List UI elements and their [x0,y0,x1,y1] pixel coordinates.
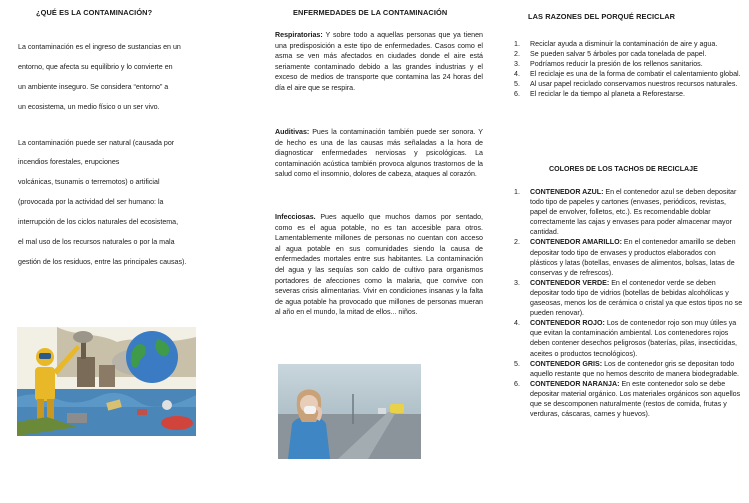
section-title-pollution: ¿QUÉ ES LA CONTAMINACIÓN? [36,8,153,17]
section-title-diseases: ENFERMEDADES DE LA CONTAMINACIÓN [293,8,448,17]
list-item: 2. CONTENEDOR AMARILLO: En el contenedor amarillo se deben depositar todo tipo de envases y productos elaborados con plásticos y latas (botellas, envases de alimentos, bolsas, latas de conservas y de refrescos). [514,238,736,277]
disease-paragraph-auditory [275,127,483,180]
disease-paragraph-infectious [275,212,483,318]
paragraph-line: un ambiente inseguro. Se considera “entorno” a [18,83,169,91]
list-item: 1. CONTENEDOR AZUL: En el contenedor azul se deben depositar todo tipo de papeles y cartones (envases, periódicos, revistas, papel de envolver, folletos, etc.). Es recomendable doblar correctamente las cajas y envases para poder almacenar mayor cantidad. [514,188,737,237]
paragraph-line: volcánicas, tsunamis o terremotos) o artificial [18,178,160,186]
section-subtitle-bins: COLORES DE LOS TACHOS DE RECICLAJE [549,165,698,173]
list-item: 4. El reciclaje es una de la forma de combatir el calentamiento global. [514,70,741,79]
paragraph-line: el mal uso de los recursos naturales o por la mala [18,238,175,246]
disease-term: Respiratorias: [275,31,323,39]
paragraph-line: interrupción de los ciclos naturales del ecosistema, [18,218,179,226]
disease-text: Pues la contaminación también puede ser sonora. Y de hecho es una de las causas más señaladas a la hora de diagnosticar enfermedades nerviosas y psicológicas. La contaminación acústica también provoca algunos trastornos de la salud como el insomnio, dolores de cabeza, ataques al corazón. [275,128,483,179]
list-item: 5. Al usar papel reciclado conservamos nuestros recursos naturales. [514,80,738,89]
reasons-list [512,39,744,100]
disease-paragraph-respiratory [275,30,483,94]
disease-term: Infecciosas. [275,213,316,221]
disease-text: Pues aquello que muchos damos por sentado, como es el agua potable, no es tan accesible para otros. Lamentablemente millones de personas no cuentan con acceso al agua potable en sus comunidades siendo la causa de enfermedades mortales entre sus habitantes. La contaminación del agua y las sequías son caldo de cultivo para organismos portadores de afecciones como la malaria, que convive con severas crisis alimentarias. Vivir en condiciones insanas y la falta de agua potable ha provocado que millones de personas mueran al año en el mundo, la mitad de ellos... niños. [275,213,483,317]
disease-text: Y sobre todo a aquellas personas que ya tienen una predisposición a este tipo de enfermedades. Casos como el asma se ven más afectados en ciudades donde el aire está seriamente contaminado debido a las grandes industrias y el exceso de medios de transporte que contamina las 24 horas del día el aire que se respira. [275,31,483,92]
paragraph-line: La contaminación puede ser natural (causada por [18,139,175,147]
list-item: 6. CONTENEDOR NARANJA: En este contenedor solo se debe depositar material orgánico. Los materiales orgánicos son aquellos que se descomponen naturalmente (restos de comida, frutas y verduras, cáscaras, carnes y huevos). [514,379,741,419]
paragraph-line: un ecosistema, un medio físico o un ser vivo. [18,103,160,111]
containers-list [512,187,744,419]
masked-woman-photo [278,364,421,459]
list-item: 4. CONTENEDOR ROJO: Los de contenedor rojo son muy útiles ya que evitan la contaminación ambiental. Los contenedores rojos deben contener desechos peligrosos (baterías, pilas, insecticidas, aceites o productos tecnológicos). [514,319,738,358]
list-item: 3. CONTENEDOR VERDE: En el contenedor verde se deben depositar todo tipo de vidrios (botellas de bebidas alcohólicas y gaseosas, menos los de cerámica o cristal ya que estos tipos no se pueden renovar). [514,278,743,318]
section-title-reasons: LAS RAZONES DEL PORQUÉ RECICLAR [528,12,676,21]
disease-term: Auditivas: [275,128,310,136]
pollution-cartoon-illustration [17,327,196,436]
list-item: 3. Podríamos reducir la presión de los rellenos sanitarios. [514,60,703,69]
list-item: 1. Reciclar ayuda a disminuir la contaminación de aire y agua. [514,40,718,48]
paragraph-line: entorno, que afecta su equilibrio y lo convierte en [18,63,173,71]
paragraph-line: gestión de los residuos, entre las principales causas). [18,258,187,266]
list-item: 5. CONTENEDOR GRIS: Los de contenedor gris se depositan todo aquello restante que no hemos descrito de manera biodegradable. [514,359,740,378]
paragraph-line: La contaminación es el ingreso de sustancias en un [18,43,181,51]
list-item: 6. El reciclar le da tiempo al planeta a Reforestarse. [514,90,685,99]
paragraph-line: (provocada por la actividad del ser humano: la [18,198,164,206]
list-item: 2. Se pueden salvar 5 árboles por cada tonelada de papel. [514,50,707,59]
paragraph-line: incendios forestales, erupciones [18,158,120,166]
